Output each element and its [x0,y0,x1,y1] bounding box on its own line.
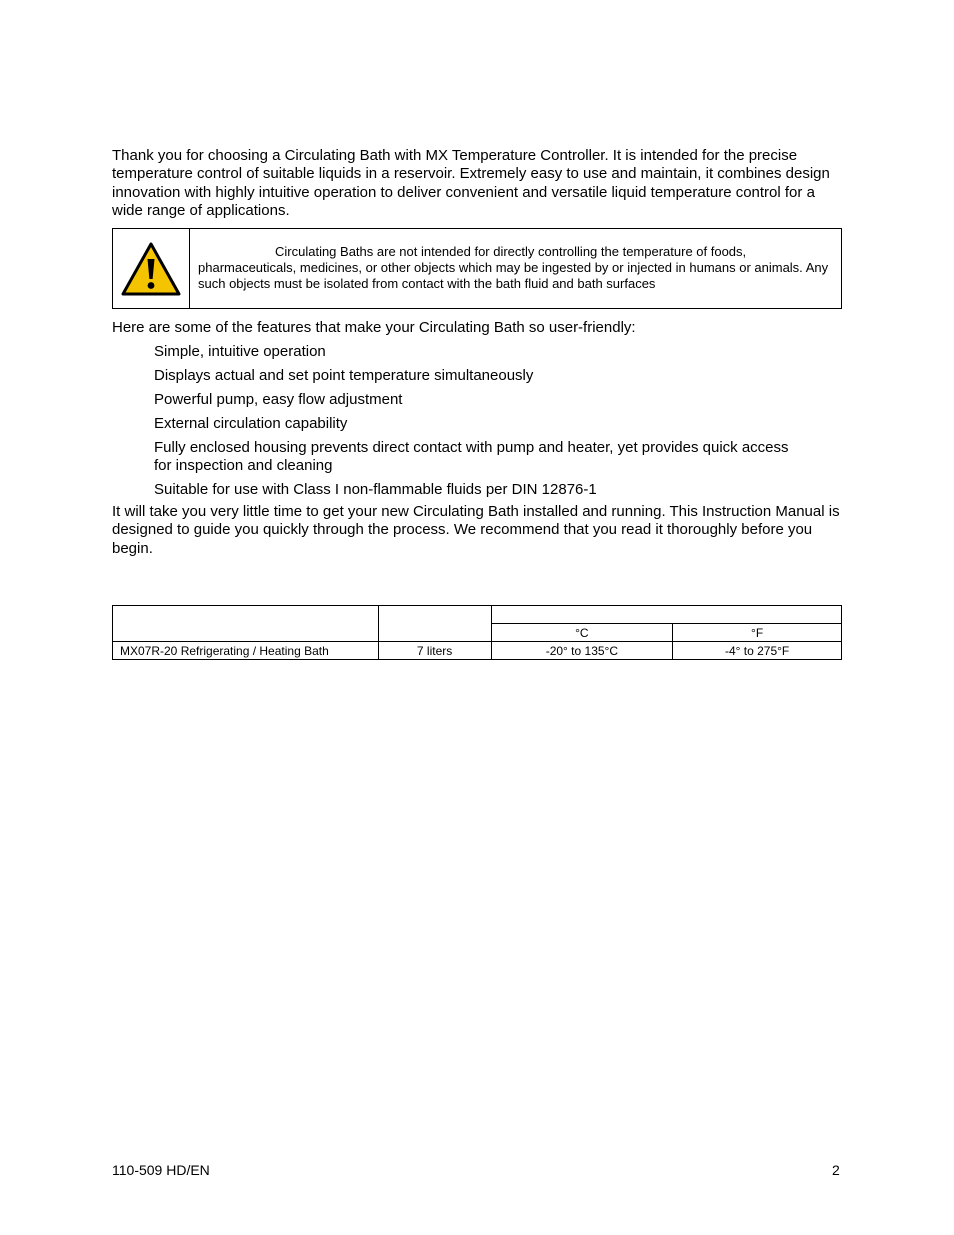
caution-message: Circulating Baths are not intended for directly controlling the temperature of foods, pharmaceuticals, medicines, or other objects which may be ingested by or injected in humans or animals. Any such objects must be isolated from contact with the bath fluid and bath surfaces [198,244,829,291]
table-header-cell [491,606,842,624]
features-intro: Here are some of the features that make your Circulating Bath so user-friendly: [112,319,636,336]
table-header-row [113,606,842,624]
list-item: External circulation capability [154,415,348,432]
outro-paragraph: It will take you very little time to get your new Circulating Bath installed and running. This Instruction Manual is designed to guide you quickly through the process. We recommend that you read it thoroughly before you begin. [112,503,840,557]
unit-fahrenheit: °F [673,624,842,642]
footer-page-number: 2 [832,1162,840,1178]
footer-doc-number: 110-509 HD/EN [112,1162,210,1178]
intro-paragraph: Thank you for choosing a Circulating Bath with MX Temperature Controller. It is intended for the precise temperature control of suitable liquids in a reservoir. Extremely easy to use and maintain, it combines design innovation with highly intuitive operation to deliver convenient and versatile liquid temperature control for a wide range of applications. [112,147,830,219]
range-celsius-cell: -20° to 135°C [491,642,673,660]
list-item: Powerful pump, easy flow adjustment [154,391,403,408]
list-item: Suitable for use with Class I non-flammable fluids per DIN 12876-1 [154,481,597,498]
table-row [113,642,842,660]
feature-list [154,343,794,505]
range-fahrenheit-cell: -4° to 275°F [673,642,842,660]
table-header-cell [113,606,379,642]
list-item: Displays actual and set point temperature simultaneously [154,367,534,384]
table-header-cell [378,606,491,642]
unit-celsius: °C [491,624,673,642]
spec-table [112,605,842,660]
list-item: Fully enclosed housing prevents direct contact with pump and heater, yet provides quick access for inspection and cleaning [154,439,789,474]
caution-icon-cell [113,229,190,308]
warning-triangle-icon [120,241,182,297]
caution-text [190,229,841,308]
list-item: Simple, intuitive operation [154,343,326,360]
caution-box [112,228,842,309]
model-cell: MX07R-20 Refrigerating / Heating Bath [113,642,379,660]
capacity-cell: 7 liters [378,642,491,660]
